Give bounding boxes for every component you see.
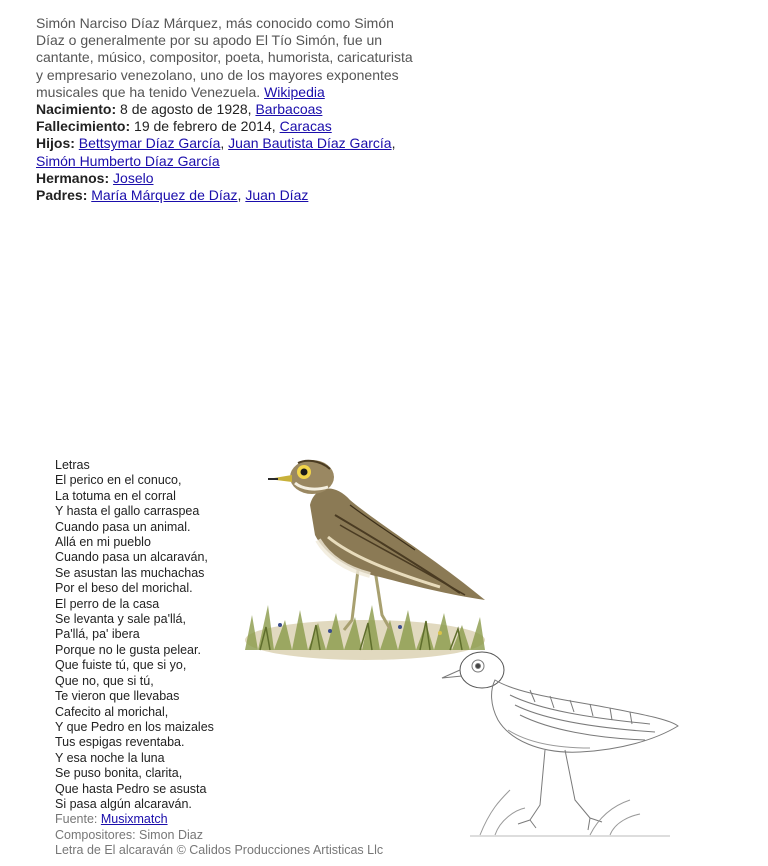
lyric-line: Porque no le gusta pelear. <box>55 642 201 657</box>
children-label: Hijos: <box>36 135 75 152</box>
biography-panel <box>36 15 416 204</box>
death-label: Fallecimiento: <box>36 118 131 135</box>
siblings-row <box>36 170 416 187</box>
lyric-line: Pa'llá, pa' ibera <box>55 627 140 642</box>
lyric-line: Cafecito al morichal, <box>55 704 169 719</box>
child-link[interactable]: Bettsymar Díaz García <box>78 135 221 152</box>
birth-label: Nacimiento: <box>36 101 117 118</box>
lyrics-source-label: Fuente: <box>55 812 101 827</box>
parent-link[interactable]: María Márquez de Díaz <box>91 187 238 204</box>
birth-row <box>36 101 416 118</box>
parent-link[interactable]: Juan Díaz <box>245 187 309 204</box>
lyric-line: El perro de la casa <box>55 596 160 611</box>
lyric-line: Si pasa algún alcaraván. <box>55 796 192 811</box>
lyric-line: Se puso bonita, clarita, <box>55 766 183 781</box>
bio-description: Simón Narciso Díaz Márquez, más conocido como Simón Díaz o generalmente por su apodo El Tío Simón, fue un cantante, músico, compositor, poeta, humorista, caricaturista y empresario venezolano, uno de los mayores exponentes musicales que ha tenido Venezuela. <box>36 15 413 100</box>
sibling-link[interactable]: Joselo <box>113 169 154 186</box>
death-place-link[interactable]: Caracas <box>279 118 332 135</box>
bird-body <box>310 489 485 600</box>
lyric-line: Y esa noche la luna <box>55 750 165 765</box>
parents-label: Padres: <box>36 187 88 204</box>
death-date: 19 de febrero de 2014, <box>130 118 280 135</box>
child-link[interactable]: Juan Bautista Díaz García <box>228 135 392 152</box>
alcaravan-sketch-illustration <box>440 640 680 840</box>
bird-head <box>268 460 334 494</box>
lyric-line: Se asustan las muchachas <box>55 565 205 580</box>
lyric-line: Cuando pasa un alcaraván, <box>55 550 208 565</box>
siblings-label: Hermanos: <box>36 169 110 186</box>
lyric-line: La totuma en el corral <box>55 488 176 503</box>
child-link[interactable]: Simón Humberto Díaz García <box>36 152 220 169</box>
lyric-line: Que no, que si tú, <box>55 673 154 688</box>
lyrics-source <box>55 812 255 827</box>
lyric-line: Que hasta Pedro se asusta <box>55 781 207 796</box>
wikipedia-link[interactable]: Wikipedia <box>264 83 325 100</box>
lyric-line: Allá en mi pueblo <box>55 535 151 550</box>
lyrics-heading: Letras <box>55 458 90 472</box>
lyric-line: Cuando pasa un animal. <box>55 519 191 534</box>
sketch-bird <box>442 652 678 836</box>
lyric-line: Y hasta el gallo carraspea <box>55 504 200 519</box>
lyric-line: Que fuiste tú, que si yo, <box>55 658 187 673</box>
children-row: Hijos: Bettsymar Díaz García, Juan Bautista Díaz García, Simón Humberto Díaz García <box>36 135 396 169</box>
lyric-line: Se levanta y sale pa'llá, <box>55 612 186 627</box>
lyric-line: Y que Pedro en los maizales <box>55 719 214 734</box>
parents-row: Padres: María Márquez de Díaz, Juan Díaz <box>36 187 309 204</box>
lyrics-copyright: Letra de El alcaraván © Calidos Producciones Artisticas Llc <box>55 843 384 858</box>
birth-place-link[interactable]: Barbacoas <box>255 101 323 118</box>
lyric-line: Por el beso del morichal. <box>55 581 193 596</box>
lyric-line: El perico en el conuco, <box>55 473 182 488</box>
lyrics-composers: Compositores: Simon Diaz <box>55 827 203 842</box>
birth-date: 8 de agosto de 1928, <box>116 101 256 118</box>
alcaravan-color-illustration <box>240 445 490 665</box>
lyrics-panel <box>55 458 384 859</box>
musixmatch-link[interactable]: Musixmatch <box>100 812 168 827</box>
lyric-line: Tus espigas reventaba. <box>55 735 185 750</box>
lyric-line: Te vieron que llevabas <box>55 689 180 704</box>
death-row <box>36 118 416 135</box>
